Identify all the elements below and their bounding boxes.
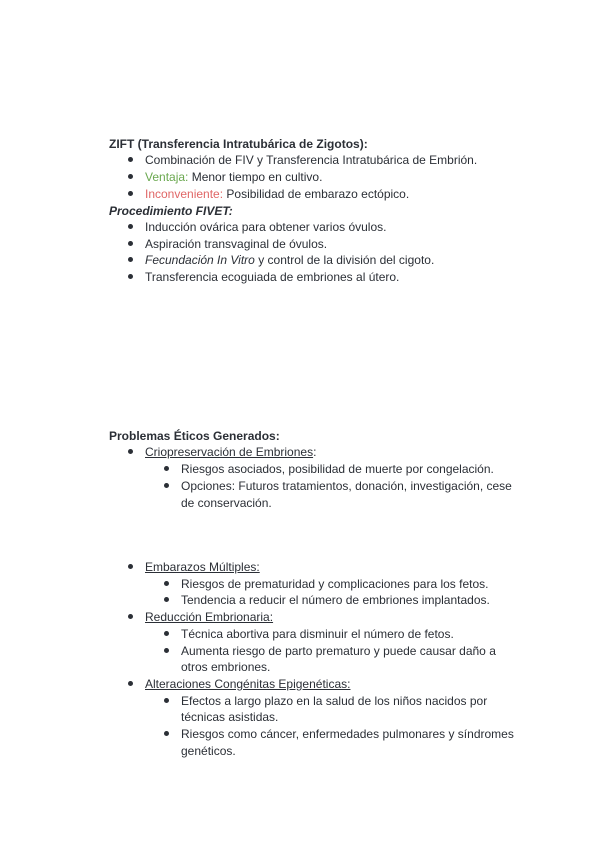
zift-item-2 — [145, 169, 322, 185]
inconveniente-label: Inconveniente: — [145, 187, 224, 201]
sub-bullet-dot — [164, 581, 169, 586]
fecundacion-italic: Fecundación In Vitro — [145, 253, 255, 267]
ventaja-label: Ventaja: — [145, 170, 189, 184]
bullet-dot — [128, 174, 133, 179]
bullet-dot — [128, 224, 133, 229]
fivet-item-3 — [145, 252, 434, 268]
sub-bullet-dot — [164, 466, 169, 471]
fivet-item-2: Aspiración transvaginal de óvulos. — [145, 237, 328, 251]
cryo-sub-2: Opciones: Futuros tratamientos, donación, investigación, cese — [181, 479, 512, 493]
zift-heading: ZIFT (Transferencia Intratubárica de Zigotos): — [109, 137, 368, 151]
bullet-dot — [128, 449, 133, 454]
ethics-heading: Problemas Éticos Generados: — [109, 429, 280, 443]
cryo-title-text: Criopreservación de Embriones — [145, 445, 314, 459]
bullet-dot — [128, 257, 133, 262]
sub-bullet-dot — [164, 631, 169, 636]
fecundacion-text: y control de la división del cigoto. — [254, 253, 435, 267]
bullet-dot — [128, 241, 133, 246]
multiple-sub-2: Tendencia a reducir el número de embriones implantados. — [181, 593, 490, 607]
sub-bullet-dot — [164, 597, 169, 602]
cryo-sub-1: Riesgos asociados, posibilidad de muerte por congelación. — [181, 462, 494, 476]
reduction-sub-2-cont: otros embriones. — [181, 660, 271, 674]
reduction-sub-1: Técnica abortiva para disminuir el número de fetos. — [181, 627, 454, 641]
ventaja-text: Menor tiempo en cultivo. — [188, 170, 323, 184]
bullet-dot — [128, 614, 133, 619]
bullet-dot — [128, 681, 133, 686]
bullet-dot — [128, 564, 133, 569]
sub-bullet-dot — [164, 731, 169, 736]
epigenetic-sub-2: Riesgos como cáncer, enfermedades pulmonares y síndromes — [181, 727, 514, 741]
epigenetic-sub-2-cont: genéticos. — [181, 744, 236, 758]
fivet-item-4: Transferencia ecoguiada de embriones al útero. — [145, 270, 400, 284]
cryo-title — [145, 444, 316, 460]
cryo-title-colon: : — [313, 445, 317, 459]
epigenetic-sub-1: Efectos a largo plazo en la salud de los niños nacidos por — [181, 694, 488, 708]
bullet-dot — [128, 274, 133, 279]
epigenetic-title: Alteraciones Congénitas Epigenéticas: — [145, 677, 351, 691]
multiple-title: Embarazos Múltiples: — [145, 560, 260, 574]
sub-bullet-dot — [164, 648, 169, 653]
fivet-item-1: Inducción ovárica para obtener varios óvulos. — [145, 220, 387, 234]
bullet-dot — [128, 157, 133, 162]
fivet-heading: Procedimiento FIVET: — [109, 204, 233, 218]
multiple-sub-1: Riesgos de prematuridad y complicaciones para los fetos. — [181, 577, 489, 591]
cryo-sub-2-cont: de conservación. — [181, 496, 272, 510]
inconveniente-text: Posibilidad de embarazo ectópico. — [223, 187, 410, 201]
sub-bullet-dot — [164, 483, 169, 488]
epigenetic-sub-1-cont: técnicas asistidas. — [181, 710, 279, 724]
reduction-title: Reducción Embrionaria: — [145, 610, 274, 624]
zift-item-1: Combinación de FIV y Transferencia Intratubárica de Embrión. — [145, 153, 478, 167]
sub-bullet-dot — [164, 698, 169, 703]
bullet-dot — [128, 191, 133, 196]
zift-item-3 — [145, 186, 409, 202]
reduction-sub-2: Aumenta riesgo de parto prematuro y puede causar daño a — [181, 644, 496, 658]
